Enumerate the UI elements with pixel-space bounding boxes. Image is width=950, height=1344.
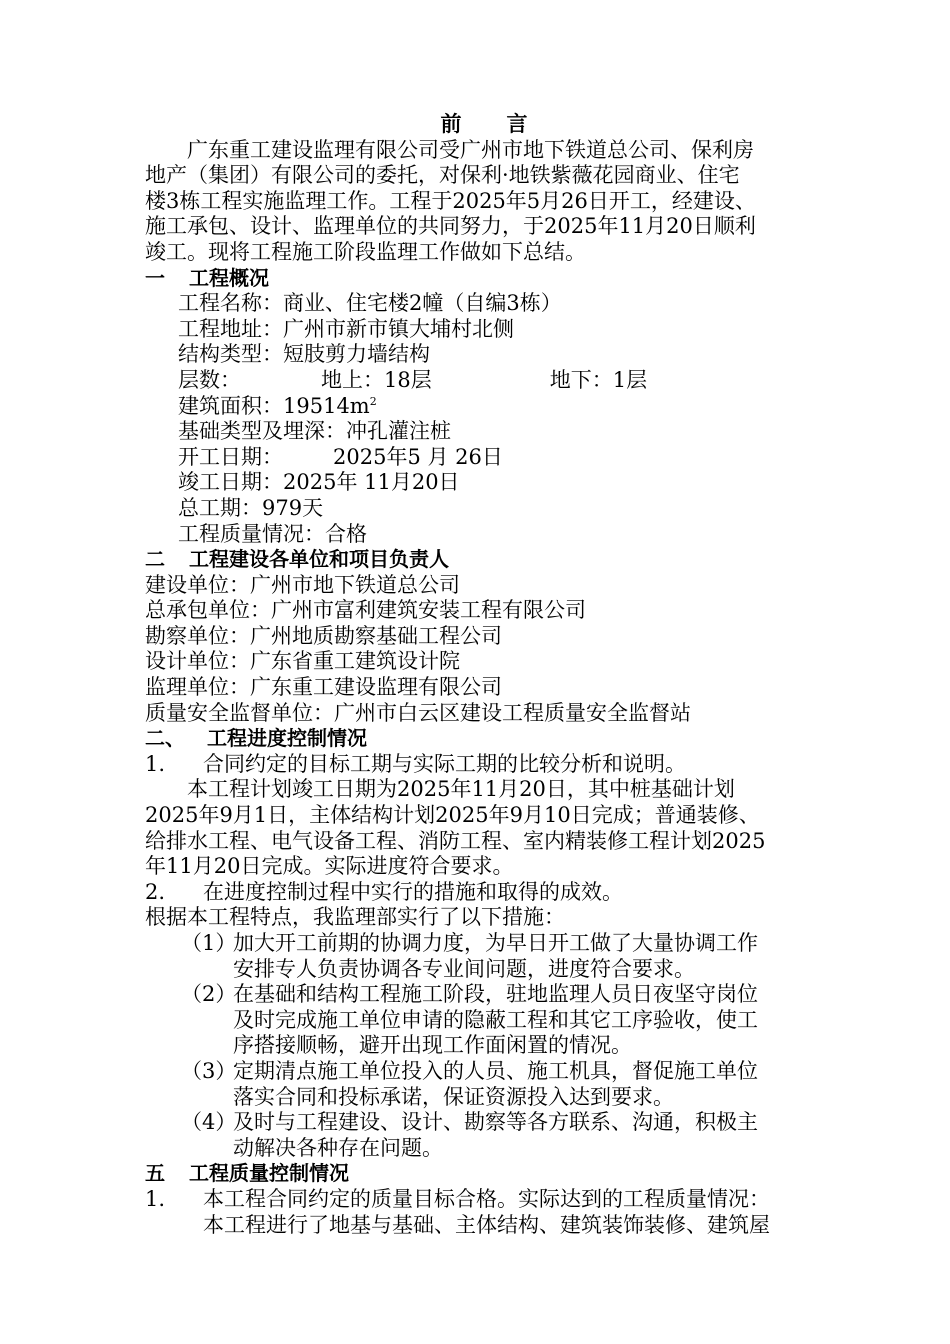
list-item [145,1110,825,1136]
project-name: 工程名称：商业、住宅楼2幢（自编3栋） [178,291,562,316]
preface-line: 楼3栋工程实施监理工作。工程于2025年5月26日开工，经建设、 [145,188,756,213]
document-page [145,112,825,1238]
structure-type: 结构类型：短肢剪力墙结构 [178,342,430,367]
list-item [145,982,825,1008]
list-item-continuation: 动解决各种存在问题。 [233,1135,443,1160]
paragraph-text: 合同约定的目标工期与实际工期的比较分析和说明。 [203,751,686,776]
preface-line: 广东重工建设监理有限公司受广州市地下铁道总公司、保利房 [187,137,754,162]
list-item [145,1059,825,1085]
preface-line: 竣工。现将工程施工阶段监理工作做如下总结。 [145,239,586,264]
measures-intro: 根据本工程特点，我监理部实行了以下措施： [145,905,565,930]
floors [145,368,825,394]
body-line: 2025年9月1日，主体结构计划2025年9月10日完成；普通装修、 [145,803,760,828]
body-line: 本工程计划竣工日期为2025年11月20日，其中桩基础计划 [187,777,735,802]
item-number: （2） [181,982,237,1007]
list-item-continuation: 安排专人负责协调各专业间问题，进度符合要求。 [233,956,695,981]
floors-label: 层数： [178,367,241,392]
list-item-continuation: 落实合同和投标承诺，保证资源投入达到要求。 [233,1084,674,1109]
unit-line: 总承包单位：广州市富利建筑安装工程有限公司 [145,598,586,623]
item-text: 定期清点施工单位投入的人员、施工机具，督促施工单位 [233,1058,758,1083]
section-title: 工程概况 [189,265,269,290]
floors-below: 地下：1层 [549,367,648,392]
item-number: （4） [181,1110,237,1135]
body-line: 年11月20日完成。实际进度符合要求。 [145,854,514,879]
section-title: 工程进度控制情况 [207,726,367,751]
section-heading [145,266,825,292]
document-title: 前 言 [440,112,540,136]
unit-line: 勘察单位：广州地质勘察基础工程公司 [145,623,502,648]
section-title: 工程质量控制情况 [189,1161,349,1186]
numbered-paragraph [145,880,825,906]
completion-label: 竣工日期： [178,470,283,495]
floors-above: 地上：18层 [321,367,432,392]
list-item-continuation: 及时完成施工单位申请的隐蔽工程和其它工序验收，使工 [233,1007,758,1032]
unit-line: 建设单位：广州市地下铁道总公司 [145,572,460,597]
unit-line: 质量安全监督单位：广州市白云区建设工程质量安全监督站 [145,700,691,725]
building-area [145,394,825,420]
start-date [145,445,825,471]
numbered-paragraph [145,752,825,778]
preface-line: 地产（集团）有限公司的委托，对保利·地铁紫薇花园商业、住宅 [145,163,740,188]
section-number: 五 [145,1161,165,1186]
quality-status: 工程质量情况：合格 [178,521,367,546]
section-heading [145,547,825,573]
item-text: 在基础和结构工程施工阶段，驻地监理人员日夜坚守岗位 [233,982,758,1007]
total-duration: 总工期：979天 [178,495,324,520]
completion-value: 2025年 11月20日 [283,470,460,495]
preface-line: 施工承包、设计、监理单位的共同努力，于2025年11月20日顺利 [145,214,756,239]
section-number: 二、 [145,726,185,751]
section-heading [145,726,825,752]
completion-date [145,470,825,496]
start-value: 2025年5 月 26日 [333,444,503,469]
item-text: 加大开工前期的协调力度，为早日开工做了大量协调工作 [233,931,758,955]
paragraph-number: 2. [145,879,166,904]
area-superscript: 2 [369,394,377,408]
section-title: 工程建设各单位和项目负责人 [189,547,449,572]
body-line: 给排水工程、电气设备工程、消防工程、室内精装修工程计划2025 [145,828,766,853]
section-number: 二 [145,547,165,572]
list-item-continuation: 序搭接顺畅，避开出现工作面闲置的情况。 [233,1033,632,1058]
numbered-paragraph [145,1187,825,1213]
section-number: 一 [145,265,165,290]
list-item [145,931,825,957]
start-label: 开工日期： [178,444,283,469]
paragraph-number: 1. [145,751,166,776]
item-number: （3） [181,1058,237,1083]
paragraph-text: 在进度控制过程中实行的措施和取得的成效。 [203,879,623,904]
item-text: 及时与工程建设、设计、勘察等各方联系、沟通，积极主 [233,1110,758,1135]
project-address: 工程地址：广州市新市镇大埔村北侧 [178,316,514,341]
item-number: （1） [181,931,237,955]
body-line: 本工程进行了地基与基础、主体结构、建筑装饰装修、建筑屋 [203,1212,770,1237]
paragraph-number: 1. [145,1186,166,1211]
building-area-text: 建筑面积：19514m [178,393,370,418]
unit-line: 设计单位：广东省重工建筑设计院 [145,649,460,674]
paragraph-text: 本工程合同约定的质量目标合格。实际达到的工程质量情况： [203,1186,770,1211]
unit-line: 监理单位：广东重工建设监理有限公司 [145,675,502,700]
section-heading [145,1161,825,1187]
foundation-type: 基础类型及埋深：冲孔灌注桩 [178,419,451,444]
